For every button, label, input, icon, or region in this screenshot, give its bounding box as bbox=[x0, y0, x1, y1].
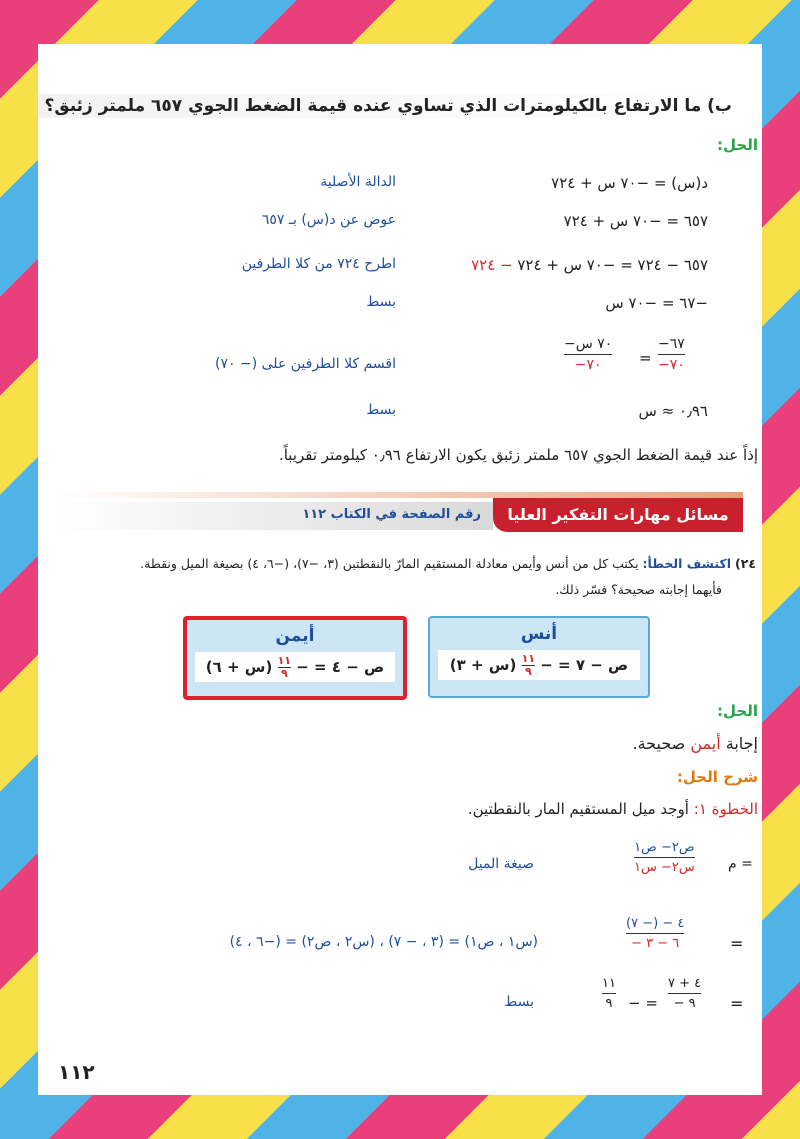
simplify-frac-left bbox=[668, 976, 701, 1011]
points-den: − ٦ − ٣ bbox=[631, 936, 680, 951]
ayman-name: أيمن bbox=[275, 626, 315, 646]
problem-tag: اكتشف الخطأ: bbox=[642, 556, 732, 571]
banner-subtitle-bar bbox=[53, 502, 493, 530]
slope-note: صيغة الميل bbox=[468, 856, 534, 872]
frac-right bbox=[564, 336, 612, 373]
section-banner bbox=[58, 498, 743, 534]
anas-eq-left: ص − ٧ = − bbox=[540, 656, 629, 674]
step-1-math: د(س) = −٧٠ س + ٧٢٤ bbox=[551, 174, 708, 192]
step-2-math: ٦٥٧ = −٧٠ س + ٧٢٤ bbox=[563, 212, 708, 230]
step-6-note: بسط bbox=[366, 402, 396, 418]
slope-den: س٢− س١ bbox=[634, 860, 695, 875]
simplify-den-right: ٩ bbox=[605, 996, 613, 1011]
answer-post: صحيحة. bbox=[632, 734, 686, 753]
anas-name: أنس bbox=[520, 624, 558, 644]
ayman-equation bbox=[195, 652, 395, 682]
points-eq-sign: = bbox=[730, 934, 744, 953]
problem-line-1 bbox=[140, 556, 756, 571]
step-3-math-red: − ٧٢٤ bbox=[471, 256, 513, 274]
frac-right-den: −٧٠ bbox=[574, 357, 602, 373]
step-3-math bbox=[471, 256, 708, 274]
step-5-note: اقسم كلا الطرفين على (− ٧٠) bbox=[215, 356, 396, 372]
equals-sign: = bbox=[639, 349, 652, 367]
step-6-math: ٠٫٩٦ ≈ س bbox=[638, 402, 708, 420]
explain-label: شرح الحل: bbox=[676, 768, 758, 786]
points-num: ٤ − (− ٧) bbox=[626, 916, 685, 931]
points-fraction bbox=[626, 916, 684, 951]
anas-fraction bbox=[522, 653, 535, 678]
simplify-note: بسط bbox=[504, 994, 534, 1010]
anas-equation bbox=[438, 650, 640, 680]
ayman-eq-left: ص − ٤ = − bbox=[296, 658, 385, 676]
step1-label: الخطوة ١: bbox=[693, 800, 758, 818]
simplify-frac-right bbox=[602, 976, 616, 1011]
anas-eq-right: (س + ٣) bbox=[449, 656, 517, 674]
step-3-note: اطرح ٧٢٤ من كلا الطرفين bbox=[241, 256, 396, 272]
simplify-mid: − = bbox=[628, 994, 658, 1012]
frac-right-num: −٧٠ س bbox=[564, 336, 613, 352]
banner-page-ref: رقم الصفحة في الكتاب ١١٢ bbox=[302, 507, 481, 522]
anas-box bbox=[428, 616, 650, 698]
banner-title: مسائل مهارات التفكير العليا bbox=[493, 498, 743, 532]
step-1-note: الدالة الأصلية bbox=[320, 174, 396, 190]
conclusion: إذاً عند قيمة الضغط الجوي ٦٥٧ ملمتر زئبق يكون الارتفاع ٠٫٩٦ كيلومتر تقريباً. bbox=[278, 446, 758, 464]
slope-m: م = bbox=[728, 856, 753, 872]
anas-frac-num: ١١ bbox=[521, 652, 536, 665]
document-page bbox=[38, 44, 762, 1095]
step-3-math-main: ٦٥٧ − ٧٢٤ = −٧٠ س + ٧٢٤ bbox=[512, 256, 708, 274]
problem-text-1: يكتب كل من أنس وأيمن معادلة المستقيم المارّ بالنقطتين (٣، −٧)، (−٦، ٤) بصيغة الميل ونقطة. bbox=[140, 556, 639, 571]
problem-number: ٢٤) bbox=[735, 556, 756, 571]
points-note: (س١ ، ص١) = (٣ ، − ٧) ، (س٢ ، ص٢) = (−٦ ، ٤) bbox=[229, 934, 538, 950]
step-4-note: بسط bbox=[366, 294, 396, 310]
ayman-box bbox=[183, 616, 407, 700]
simplify-den-left: − ٩ bbox=[673, 996, 696, 1011]
ayman-frac-num: ١١ bbox=[277, 654, 292, 667]
ayman-fraction bbox=[278, 655, 291, 680]
step1-text: أوجد ميل المستقيم المار بالنقطتين. bbox=[467, 800, 689, 818]
slope-fraction bbox=[634, 840, 695, 875]
step-4-math: −٦٧ = −٧٠ س bbox=[605, 294, 708, 312]
step1-line bbox=[468, 800, 758, 818]
simplify-num-right: ١١ bbox=[602, 976, 616, 991]
frac-left-den: −٧٠ bbox=[658, 357, 685, 373]
page-number: ١١٢ bbox=[58, 1060, 95, 1084]
simplify-eq-sign: = bbox=[730, 994, 744, 1013]
question-b: ب) ما الارتفاع بالكيلومترات الذي تساوي عنده قيمة الضغط الجوي ٦٥٧ ملمتر زئبق؟ bbox=[39, 94, 738, 118]
answer-name: أيمن bbox=[690, 734, 721, 753]
step-2-note: عوض عن د(س) بـ ٦٥٧ bbox=[261, 212, 396, 228]
slope-num: ص٢− ص١ bbox=[634, 840, 695, 855]
answer-line bbox=[633, 734, 759, 753]
solution2-label: الحل: bbox=[717, 702, 758, 720]
ayman-eq-right: (س + ٦) bbox=[205, 658, 273, 676]
problem-text-2: فأيهما إجابته صحيحة؟ فسّر ذلك. bbox=[555, 582, 722, 597]
anas-frac-den: ٩ bbox=[524, 665, 532, 678]
answer-pre: إجابة bbox=[725, 734, 758, 753]
solution-label: الحل: bbox=[717, 136, 758, 154]
simplify-num-left: ٤ + ٧ bbox=[668, 976, 702, 991]
frac-left-num: −٦٧ bbox=[658, 336, 685, 352]
frac-left bbox=[658, 336, 685, 373]
ayman-frac-den: ٩ bbox=[280, 667, 288, 680]
